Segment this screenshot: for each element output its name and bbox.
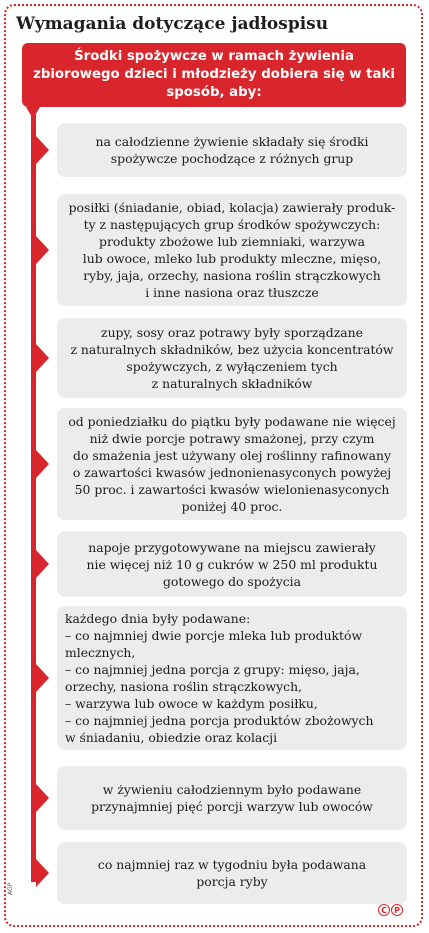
arrow-icon-4 xyxy=(36,450,49,478)
requirement-text-2: posiłki (śniadanie, obiad, kolacja) zawierały produk- ty z następujących grup środków spożywczych: produkty zbożowe lub ziemniaki, warzywa lub owoce, mleko lub produkty mleczne, mięso, ryby, jaja, orzechy, nasiona roślin strączkowych i inne nasiona oraz tłuszcze xyxy=(68,200,396,300)
arrow-icon-5 xyxy=(36,550,49,578)
source-label: AGP xyxy=(7,882,14,895)
requirement-box-8 xyxy=(57,842,407,904)
arrow-icon-2 xyxy=(36,236,49,264)
header-banner xyxy=(22,43,406,107)
infographic-title: Wymagania dotyczące jadłospisu xyxy=(16,14,329,34)
requirement-text-8: co najmniej raz w tygodniu była podawana porcja ryby xyxy=(97,857,367,889)
requirement-box-2 xyxy=(57,194,407,306)
requirement-box-5 xyxy=(57,531,407,597)
copyright-p-icon: P xyxy=(391,904,403,916)
requirement-box-3 xyxy=(57,318,407,398)
requirement-text-7: w żywieniu całodziennym było podawane przynajmniej pięć porcji warzyw lub owoców xyxy=(91,782,373,814)
requirement-box-7 xyxy=(57,766,407,830)
arrow-icon-3 xyxy=(36,344,49,372)
arrow-icon-7 xyxy=(36,784,49,812)
requirement-box-1 xyxy=(57,123,407,177)
arrow-icon-1 xyxy=(36,136,49,164)
requirement-box-6 xyxy=(57,606,407,750)
arrow-icon-8 xyxy=(36,859,49,887)
copyright-c-icon: C xyxy=(378,904,390,916)
timeline-spine xyxy=(31,107,36,882)
requirement-text-1: na całodzienne żywienie składały się środki spożywcze pochodzące z różnych grup xyxy=(95,134,369,166)
requirement-box-4 xyxy=(57,408,407,520)
publisher-logo xyxy=(378,904,403,916)
requirement-text-4: od poniedziałku do piątku były podawane nie więcej niż dwie porcje potrawy smażonej, przy czym do smażenia jest używany olej roślinny rafinowany o zawartości kwasów jednonienasyconych powyżej 50 proc. i zawartości kwasów wielonienasyconych poniżej 40 proc. xyxy=(68,414,396,514)
header-text: Środki spożywcze w ramach żywienia zbiorowego dzieci i młodzieży dobiera się w taki sposób, aby: xyxy=(33,49,395,100)
arrow-icon-6 xyxy=(36,664,49,692)
requirement-text-5: napoje przygotowywane na miejscu zawierały nie więcej niż 10 g cukrów w 250 ml produktu gotowego do spożycia xyxy=(86,539,378,589)
requirement-text-3: zupy, sosy oraz potrawy były sporządzane z naturalnych składników, bez użycia koncentratów spożywczych, z wyłączeniem tych z naturalnych składników xyxy=(70,325,394,391)
requirement-text-6: każdego dnia były podawane: – co najmniej dwie porcje mleka lub produktów mlecznych, – co najmniej jedna porcja z grupy: mięso, jaja, orzechy, nasiona roślin strączkowych, – warzywa lub owoce w każdym posiłku, – co najmniej jedna porcja produktów zbożowych w śniadaniu, obiedzie oraz kolacji xyxy=(65,611,374,745)
